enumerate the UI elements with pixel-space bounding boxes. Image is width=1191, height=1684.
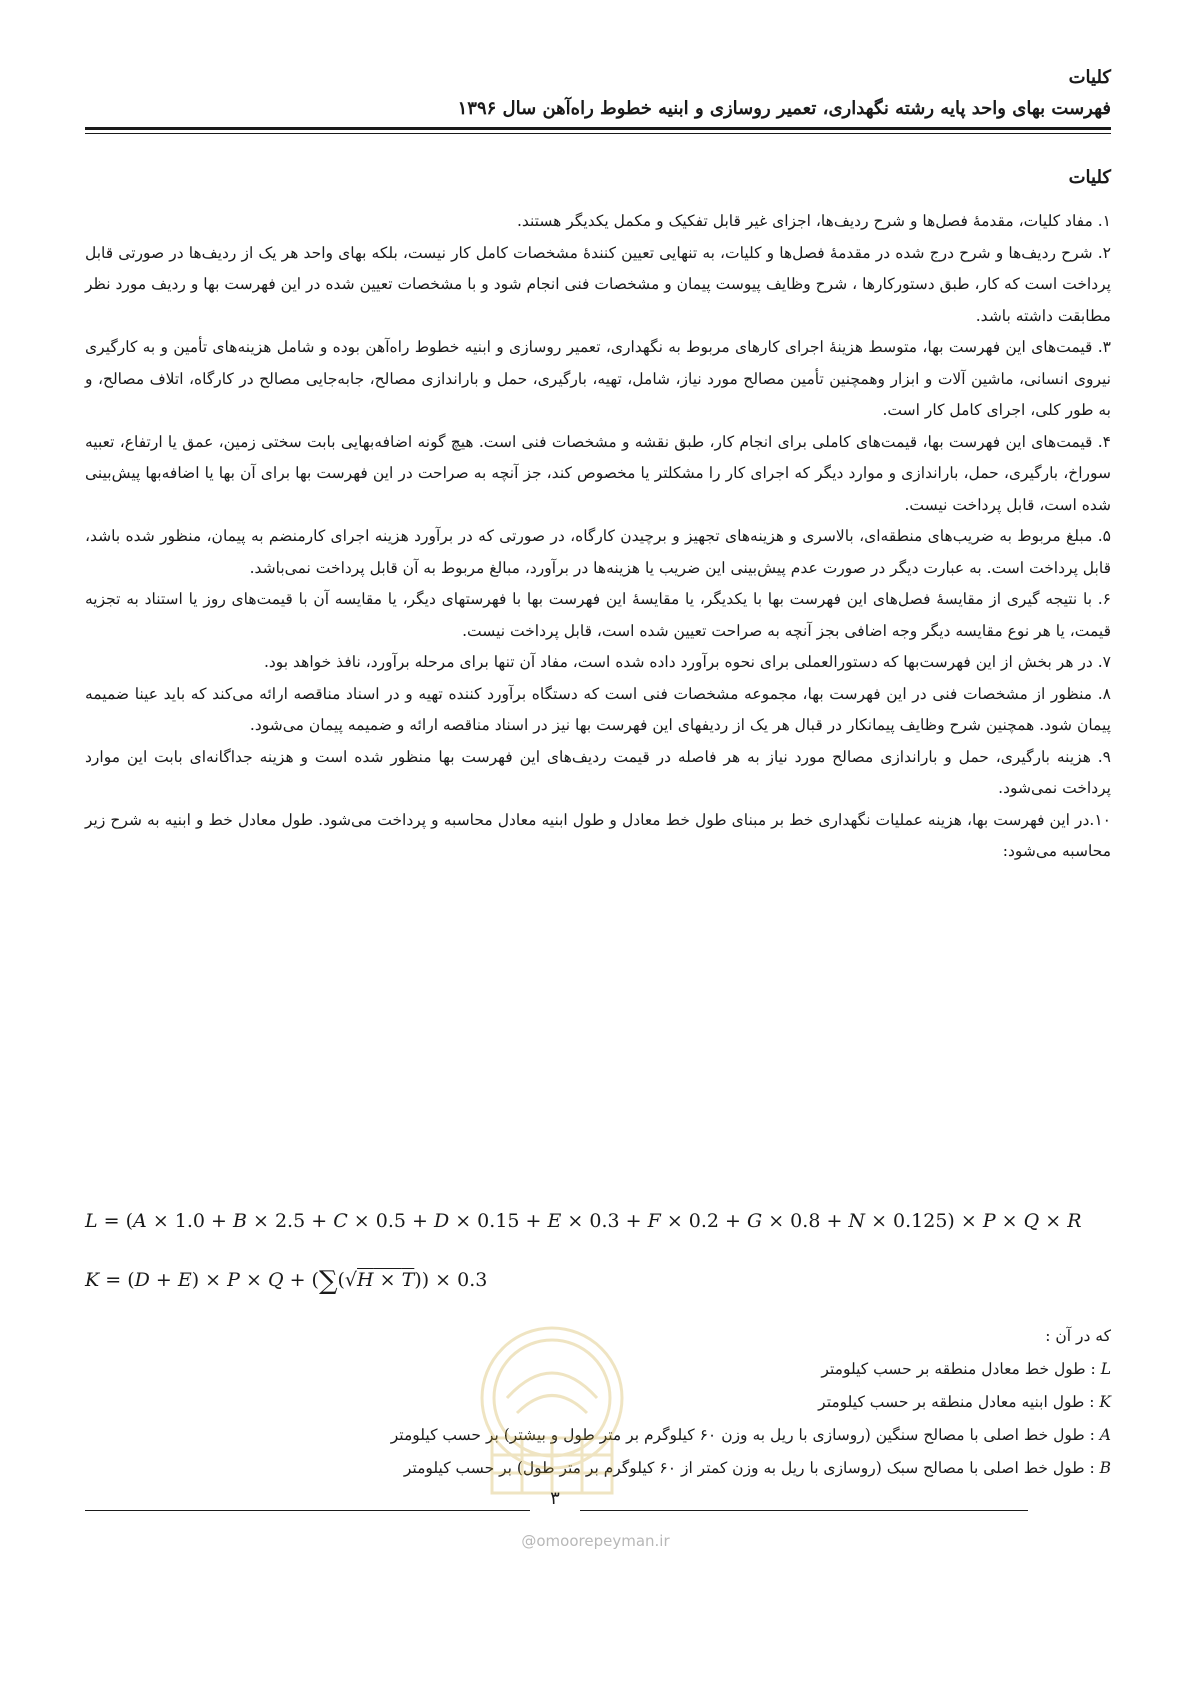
formula-symbol: E [547,1210,562,1232]
list-item-10: ۱۰.در این فهرست بها، هزینه عملیات نگهداری خط بر مبنای طول خط معادل و طول ابنیه معادل محاسبه و پرداخت می‌شود. طول معادل خط و ابنیه به شرح زیر محاسبه می‌شود: [85,810,1111,860]
definition-text: : طول خط اصلی با مصالح سنگین (روسازی با ریل به وزن ۶۰ کیلوگرم بر متر طول و بیشتر) بر حسب کیلومتر [390,1426,1100,1444]
definition-text: : طول خط اصلی با مصالح سبک (روسازی با ریل به وزن کمتر از ۶۰ کیلوگرم بر متر طول) بر حسب کیلومتر [403,1459,1100,1477]
list-item-5: ۵. مبلغ مربوط به ضریب‌های منطقه‌ای، بالاسری و هزینه‌های تجهیز و برچیدن کارگاه، در صورتی که در برآورد هزینه اجرای کارمنضم به پیمان، منظور شده باشد، قابل پرداخت است. به عبارت دیگر در صورت عدم پیش‌بینی این ضریب یا هزینه‌ها در برآورد، مبالغ مربوط به آن قابل پرداخت نمی‌باشد. [85,527,1111,577]
formula-symbol: Q [267,1269,284,1291]
formula-symbol: R [1067,1210,1082,1232]
formula-k: K = (D + E) × P × Q + (∑(√H × T)) × 0.3 [85,1266,488,1296]
list-item-9: ۹. هزینه بارگیری، حمل و باراندازی مصالح مورد نیاز به هر فاصله در قیمت ردیف‌های این فهرست بها منظور شده است و هزینه جداگانه‌ای بابت این موارد پرداخت نمی‌شود. [85,747,1111,797]
formula-symbol: N [848,1210,866,1232]
formula-symbol: C [333,1210,348,1232]
definition-symbol: K [1099,1393,1111,1411]
section-title: کلیات [1068,167,1111,188]
body-text [85,160,1111,868]
formula-symbol: E [177,1269,192,1291]
formula-symbol: P [982,1210,996,1232]
definition-symbol: A [1099,1426,1111,1444]
list-item-6: ۶. با نتیجه گیری از مقایسهٔ فصل‌های این فهرست بها با یکدیگر، یا مقایسهٔ این فهرست بها با فهرستهای دیگر، یا مقایسه آن با قیمت‌های روز یا استناد به تجزیه قیمت، یا هر نوع مقایسه دیگر وجه اضافی بجز آنچه به صراحت تعیین شده است، قابل پرداخت نیست. [85,590,1111,640]
page-number: ۳ [550,1488,560,1509]
definitions-intro: که در آن : [1045,1327,1111,1345]
formula-symbol: D [433,1210,450,1232]
list-item-7: ۷. در هر بخش از این فهرست‌بها که دستورالعملی برای نحوه برآورد داده شده است، مفاد آن تنها برای مرحله برآورد، نافذ خواهد بود. [263,653,1111,671]
header-title: کلیات [1068,67,1111,88]
formula-symbol: G [747,1210,763,1232]
page-header [85,62,1111,124]
header-rule-thick [85,127,1111,130]
list-item-8: ۸. منظور از مشخصات فنی در این فهرست بها، مجموعه مشخصات فنی است که دستگاه برآورد کننده تهیه و در اسناد مناقصه ارائه می‌کند که باید عینا ضمیمه پیمان شود. همچنین شرح وظایف پیمانکار در قبال هر یک از ردیفهای این فهرست بها نیز در اسناد مناقصه ارائه و ضمیمه پیمان می‌شود. [85,684,1111,734]
formula-l: L = (A × 1.0 + B × 2.5 + C × 0.5 + D × 0.15 + E × 0.3 + F × 0.2 + G × 0.8 + N × 0.125) × P × Q × R [85,1210,1082,1232]
list-item-3: ۳. قیمت‌های این فهرست بها، متوسط هزینهٔ اجرای کارهای مربوط به نگهداری، تعمیر روسازی و ابنیه خطوط راه‌آهن بوده و شامل هزینه‌های تأمین و به کارگیری نیروی انسانی، ماشین آلات و ابزار وهمچنین تأمین مصالح مورد نیاز، شامل، تهیه، بارگیری، حمل و باراندازی مصالح، جابه‌جایی مصالح در کارگاه، اتلاف مصالح، و به طور کلی، اجرای کامل کار است. [85,338,1111,419]
formula-symbol: T [401,1269,415,1291]
footer-rule-right [580,1510,1028,1511]
definition-l [85,1353,1111,1386]
formula-symbol: P [227,1269,240,1291]
formula-symbol: D [134,1269,150,1291]
header-subtitle: فهرست بهای واحد پایه رشته نگهداری، تعمیر روسازی و ابنیه خطوط راه‌آهن سال ۱۳۹۶ [457,98,1111,119]
definition-symbol: L [1100,1360,1111,1378]
definition-k [85,1386,1111,1419]
formula-symbol: Q [1023,1210,1040,1232]
watermark-url: @omoorepeyman.ir [521,1532,670,1550]
definition-a [85,1419,1111,1452]
list-item-4: ۴. قیمت‌های این فهرست بها، قیمت‌های کاملی برای انجام کار، طبق نقشه و مشخصات فنی است. هیچ گونه اضافه‌بهایی بابت سختی زمین، عمق یا ارتفاع، تعبیه سوراخ، بارگیری، حمل، باراندازی و موارد دیگر که اجرای کار را مشکلتر یا مخصوص کند، جز آنچه به صراحت در این فهرست بها برای آن بها یا اضافه‌بها پیش‌بینی شده است، قابل پرداخت نیست. [85,432,1111,514]
list-item-2: ۲. شرح ردیف‌ها و شرح درج شده در مقدمهٔ فصل‌ها و کلیات، به تنهایی تعیین کنندهٔ مشخصات کامل کار نیست، بلکه بهای واحد هر یک از ردیف‌ها در صورتی قابل پرداخت است که کار، طبق دستورکارها ، شرح وظایف پیوست پیمان و مشخصات فنی انجام شود و با مشخصات تعیین شده در این فهرست بها و ردیف مورد نظر مطابقت داشته باشد. [85,243,1111,325]
formula-symbol: L [85,1210,98,1232]
formula-symbol: K [85,1269,100,1291]
definition-text: : طول ابنیه معادل منطقه بر حسب کیلومتر [818,1393,1100,1411]
formula-symbol: F [647,1210,661,1232]
formula-symbol: H [357,1269,374,1291]
formula-symbol: A [133,1210,147,1232]
formula-symbol: B [233,1210,247,1232]
list-item-1: ۱. مفاد کلیات، مقدمهٔ فصل‌ها و شرح ردیف‌ها، اجزای غیر قابل تفکیک و مکمل یکدیگر هستند. [516,212,1111,230]
definition-text: : طول خط معادل منطقه بر حسب کیلومتر [821,1360,1101,1378]
header-rule-thin [85,133,1111,134]
definition-b [85,1452,1111,1485]
definition-symbol: B [1099,1459,1111,1477]
footer-rule-left [85,1510,530,1511]
definitions [85,1320,1111,1485]
